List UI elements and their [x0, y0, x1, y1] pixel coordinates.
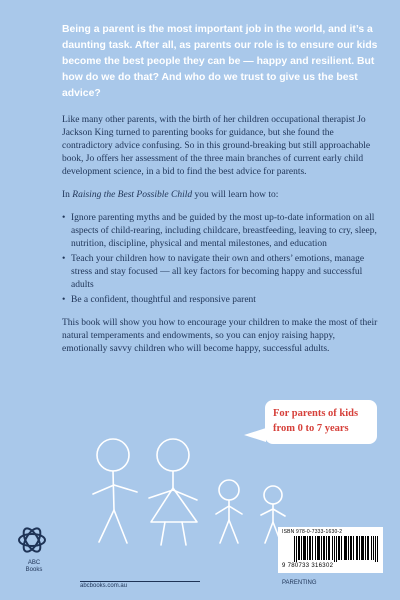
bullet-item: • Be a confident, thoughtful and responsive parent — [62, 294, 380, 307]
age-range-callout: For parents of kids from 0 to 7 years — [273, 408, 359, 434]
lead-paragraph: Being a parent is the most important job in the world, and it’s a daunting task. After all, as parents our role is to ensure our kids become the best people they can be — happy and resilient. But how do we do that? And who do we trust to give us the best advice? — [62, 24, 378, 99]
bullet-list — [62, 212, 380, 307]
bullet-item: • Teach your children how to navigate their own and others’ emotions, manage stress and stay focused — all key factors for becoming happy and successful adults — [62, 253, 380, 292]
publisher-website: abcbooks.com.au — [80, 581, 200, 589]
category-label: PARENTING — [282, 580, 317, 586]
learn-intro — [62, 189, 380, 202]
abc-logo-icon — [16, 520, 48, 560]
barcode-icon — [294, 536, 379, 562]
barcode-number: 9 780733 316302 — [282, 563, 334, 569]
stick-figure-family-icon — [85, 430, 300, 550]
closing-paragraph: This book will show you how to encourage your children to make the most of their natural temperaments and endowments, so you can enjoy raising happy, emotionally savvy children who will become happy, successful adults. — [62, 318, 378, 354]
isbn-label: ISBN 978-0-7333-1630-2 — [282, 529, 343, 535]
publisher-name: ABC Books — [25, 560, 43, 573]
book-title: Raising the Best Possible Child — [72, 190, 193, 200]
learn-intro-suffix: you will learn how to: — [192, 190, 279, 200]
learn-intro-prefix: In — [62, 190, 73, 200]
bullet-item: • Ignore parenting myths and be guided by the most up-to-date information on all aspects of child-rearing, including childcare, breastfeeding, leaving to cry, sleep, nutrition, discipline, physical and mental milestones, and education — [62, 212, 380, 251]
intro-paragraph: Like many other parents, with the birth of her children occupational therapist Jo Jackson King turned to parenting books for guidance, but she found the contradictory advice confusing. So in this ground-breaking but still approachable book, Jo offers her assessment of the three main branches of current early child development science, in a bid to find the best advice for parents. — [62, 115, 371, 177]
back-cover-text — [62, 22, 380, 366]
